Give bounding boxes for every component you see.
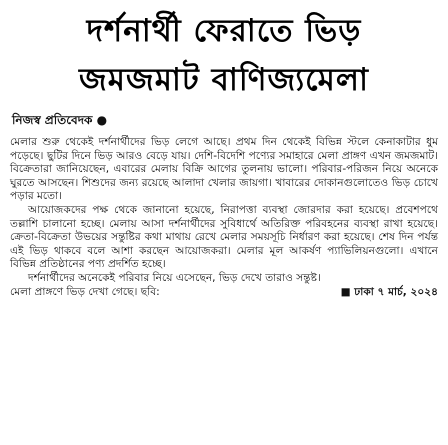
paragraph: আয়োজকদের পক্ষ থেকে জানানো হয়েছে, নিরাপত্তা ব্যবস্থা জোরদার করা হয়েছে। প্রবেশপথে তল্লাশি চালানো হচ্ছে। মেলায় আসা দর্শনার্থীদের সুবিধার্থে অতিরিক্ত পরিবহনের ব্যবস্থা রাখা হয়েছে। ক্রেতা-বিক্রেতা উভয়ের সন্তুষ্টির কথা মাথায় রেখে মেলার সময়সূচি নির্ধারণ করা হয়েছে। শেষ দিন পর্যন্ত এই ভিড় থাকবে বলে আশা করছেন আয়োজকরা। মেলার মূল আকর্ষণ প্যাভিলিয়নগুলো। এখানে বিভিন্ন প্রতিষ্ঠানের পণ্য প্রদর্শিত হচ্ছে।: [10, 203, 438, 271]
closing-text: মেলা প্রাঙ্গণে ভিড় দেখা গেছে। ছবি:: [10, 285, 160, 298]
closing-line: [10, 286, 438, 300]
headline-line-1: দর্শনার্থী ফেরাতে ভিড়: [86, 13, 362, 49]
paragraph: দর্শনার্থীদের অনেকেই পরিবার নিয়ে এসেছেন, ভিড় দেখে তারাও সন্তুষ্ট।: [28, 271, 321, 284]
headline-line-2: জমজমাট বাণিজ্যমেলা: [79, 62, 369, 98]
dateline: ■ ঢাকা ৭ মার্চ, ২০২৪: [340, 285, 438, 298]
article-body: [10, 136, 438, 299]
byline: নিজস্ব প্রতিবেদক ●: [12, 113, 108, 127]
paragraph: মেলার শুরু থেকেই দর্শনার্থীদের ভিড় লেগে আছে। প্রথম দিন থেকেই বিভিন্ন স্টলে কেনাকাটার ধুম পড়েছে। ছুটির দিনে ভিড় আরও বেড়ে যায়। দেশি-বিদেশি পণ্যের সমাহারে মেলা প্রাঙ্গণ এখন জমজমাট। বিক্রেতারা জানিয়েছেন, এবারের মেলায় বিক্রি আগের তুলনায় ভালো। পরিবার-পরিজন নিয়ে অনেকে ঘুরতে আসছেন। শিশুদের জন্য রয়েছে আলাদা খেলার জায়গা। খাবারের দোকানগুলোতেও ভিড় চোখে পড়ার মতো।: [10, 136, 438, 203]
